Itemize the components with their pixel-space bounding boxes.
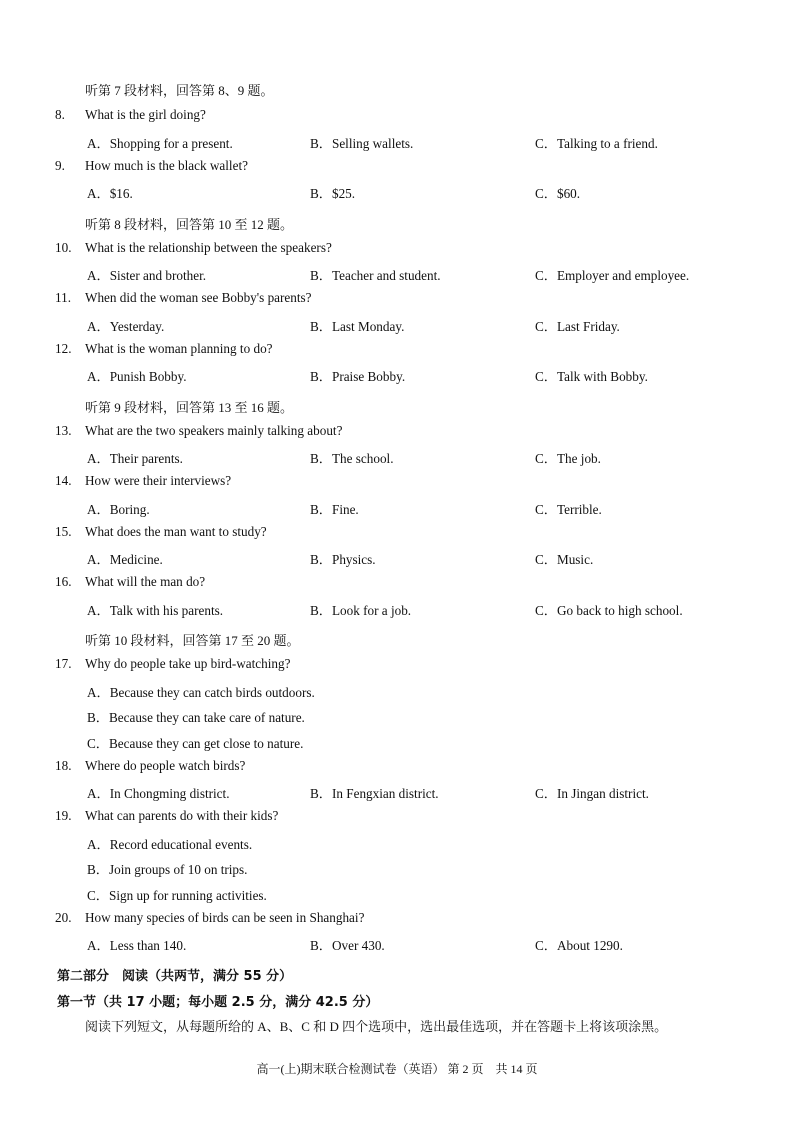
option-a: A．Record educational events. <box>87 837 253 852</box>
option-b: B．Physics. <box>310 552 376 567</box>
question-text: What is the relationship between the speakers? <box>85 240 332 255</box>
page-footer: 高一(上)期末联合检测试卷（英语） 第 2 页 共 14 页 <box>256 1062 538 1076</box>
option-a: A．Because they can catch birds outdoors. <box>87 685 315 700</box>
question-text: What is the woman planning to do? <box>85 341 273 356</box>
question-number: 16. <box>55 574 72 589</box>
question-text: How much is the black wallet? <box>85 158 248 173</box>
question-text: How many species of birds can be seen in Shanghai? <box>85 910 365 925</box>
question-number: 8. <box>55 107 65 122</box>
option-c: C．Talking to a friend. <box>535 136 658 151</box>
option-b: B．Because they can take care of nature. <box>87 710 305 725</box>
section-title: 第一节（共 17 小题；每小题 2.5 分，满分 42.5 分） <box>57 995 379 1010</box>
option-c: C．Sign up for running activities. <box>87 888 267 903</box>
question-number: 18. <box>55 758 72 773</box>
option-a: A．Yesterday. <box>87 319 165 334</box>
option-c: C．Terrible. <box>535 502 602 517</box>
question-text: What is the girl doing? <box>85 107 206 122</box>
option-b: B．Join groups of 10 on trips. <box>87 862 248 877</box>
option-b: B．Praise Bobby. <box>310 369 406 384</box>
option-c: C．Talk with Bobby. <box>535 369 648 384</box>
instruction-text: 阅读下列短文，从每题所给的 A、B、C 和 D 四个选项中，选出最佳选项，并在答题卡上将该项涂黑。 <box>85 1019 668 1034</box>
option-b: B．Fine. <box>310 502 359 517</box>
option-a: A．Boring. <box>87 502 150 517</box>
question-number: 9. <box>55 158 65 173</box>
question-number: 10. <box>55 240 72 255</box>
option-a: A．Less than 140. <box>87 938 187 953</box>
question-number: 14. <box>55 473 72 488</box>
option-b: B．Selling wallets. <box>310 136 414 151</box>
option-c: C．Last Friday. <box>535 319 620 334</box>
question-text: What are the two speakers mainly talking about? <box>85 423 343 438</box>
question-text: What will the man do? <box>85 574 206 589</box>
question-text: Where do people watch birds? <box>85 758 246 773</box>
option-b: B．Last Monday. <box>310 319 405 334</box>
option-a: A．Their parents. <box>87 451 183 466</box>
option-c: C．The job. <box>535 451 601 466</box>
option-a: A．Sister and brother. <box>87 268 207 283</box>
option-c: C．Employer and employee. <box>535 268 690 283</box>
option-a: A．$16. <box>87 186 133 201</box>
option-b: B．$25. <box>310 186 356 201</box>
option-b: B．Teacher and student. <box>310 268 441 283</box>
question-text: What can parents do with their kids? <box>85 808 279 823</box>
option-c: C．Music. <box>535 552 594 567</box>
question-number: 13. <box>55 423 72 438</box>
option-a: A．Medicine. <box>87 552 163 567</box>
question-number: 17. <box>55 656 72 671</box>
question-number: 20. <box>55 910 72 925</box>
option-b: B．Over 430. <box>310 938 385 953</box>
question-number: 19. <box>55 808 72 823</box>
section-heading-9: 听第 9 段材料，回答第 13 至 16 题。 <box>85 400 294 415</box>
option-b: B．Look for a job. <box>310 603 412 618</box>
option-a: A．In Chongming district. <box>87 786 230 801</box>
option-c: C．Because they can get close to nature. <box>87 736 304 751</box>
section-heading-7: 听第 7 段材料，回答第 8、9 题。 <box>85 83 274 98</box>
option-b: B．The school. <box>310 451 394 466</box>
option-c: C．In Jingan district. <box>535 786 649 801</box>
question-number: 12. <box>55 341 72 356</box>
option-a: A．Shopping for a present. <box>87 136 233 151</box>
section-heading-8: 听第 8 段材料，回答第 10 至 12 题。 <box>85 217 294 232</box>
option-b: B．In Fengxian district. <box>310 786 439 801</box>
part-title: 第二部分 阅读（共两节，满分 55 分） <box>57 969 293 984</box>
option-a: A．Talk with his parents. <box>87 603 224 618</box>
question-number: 11. <box>55 290 71 305</box>
option-a: A．Punish Bobby. <box>87 369 187 384</box>
question-text: How were their interviews? <box>85 473 232 488</box>
option-c: C．$60. <box>535 186 581 201</box>
question-number: 15. <box>55 524 72 539</box>
option-c: C．Go back to high school. <box>535 603 683 618</box>
question-text: When did the woman see Bobby's parents? <box>85 290 312 305</box>
option-c: C．About 1290. <box>535 938 623 953</box>
question-text: Why do people take up bird-watching? <box>85 656 291 671</box>
question-text: What does the man want to study? <box>85 524 267 539</box>
section-heading-10: 听第 10 段材料，回答第 17 至 20 题。 <box>85 633 300 648</box>
